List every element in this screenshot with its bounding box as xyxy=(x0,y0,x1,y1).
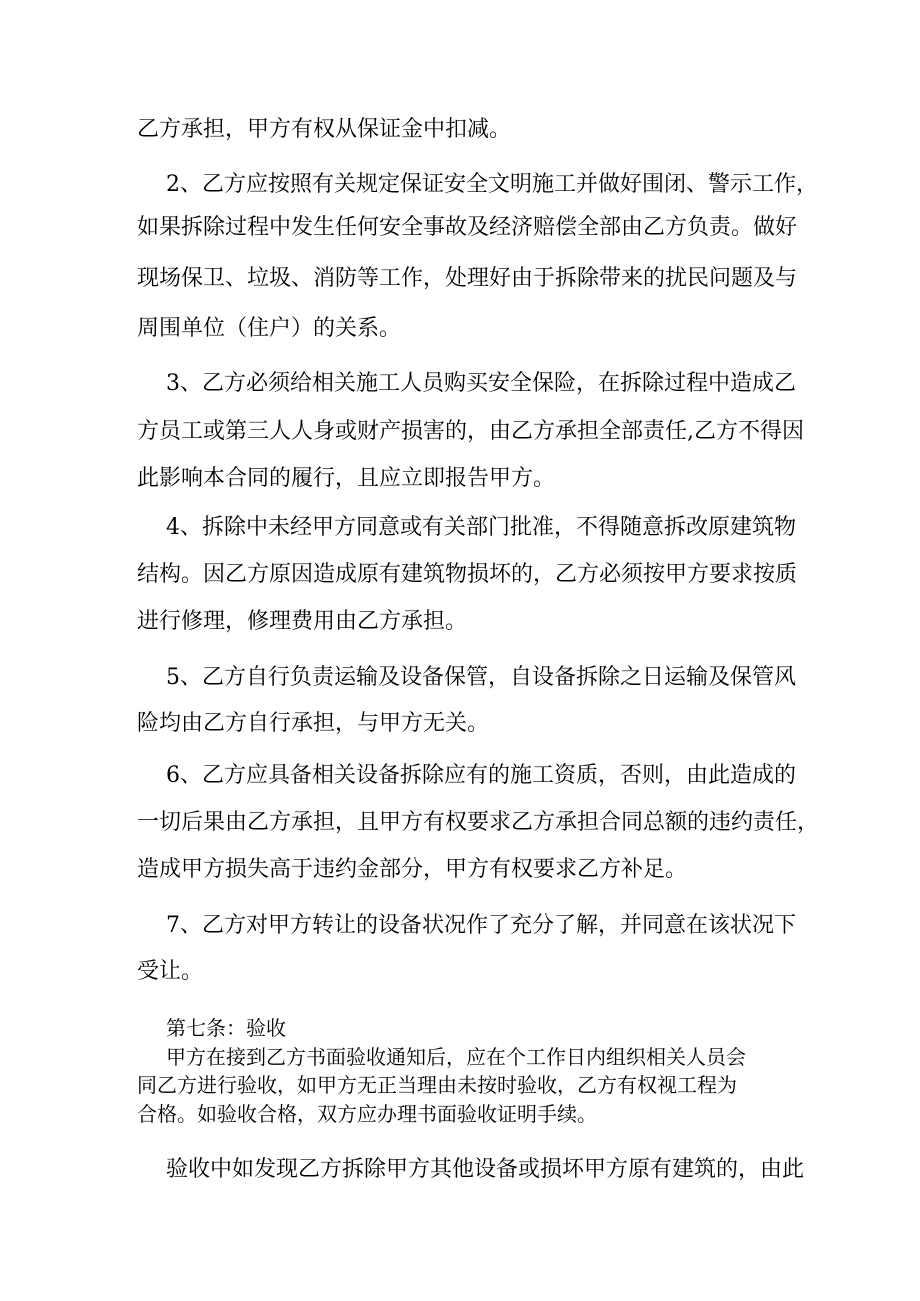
text-line: 方员工或第三人人身或财产损害的，由乙方承担全部责任,乙方不得因 xyxy=(137,419,804,444)
section-heading: 第七条：验收 xyxy=(166,1016,286,1040)
text-line: 一切后果由乙方承担，且甲方有权要求乙方承担合同总额的违约责任， xyxy=(137,810,820,835)
text-line: 受让。 xyxy=(137,959,204,984)
text-line: 验收中如发现乙方拆除甲方其他设备或损坏甲方原有建筑的，由此 xyxy=(166,1157,805,1182)
text-line: 险均由乙方自行承担，与甲方无关。 xyxy=(137,711,490,736)
text-line: 如果拆除过程中发生任何安全事故及经济赔偿全部由乙方负责。做好 xyxy=(137,215,798,240)
text-line: 甲方在接到乙方书面验收通知后，应在个工作日内组织相关人员会 xyxy=(166,1045,746,1069)
text-line: 同乙方进行验收，如甲方无正当理由未按时验收，乙方有权视工程为 xyxy=(137,1073,737,1097)
text-line: 乙方承担，甲方有权从保证金中扣减。 xyxy=(137,117,512,142)
text-line: 进行修理，修理费用由乙方承担。 xyxy=(137,609,468,634)
text-line: 3、乙方必须给相关施工人员购买安全保险，在拆除过程中造成乙 xyxy=(166,371,796,396)
text-line: 4、拆除中未经甲方同意或有关部门批准，不得随意拆改原建筑物 xyxy=(166,515,796,540)
text-line: 7、乙方对甲方转让的设备状况作了充分了解，并同意在该状况下 xyxy=(166,913,796,938)
text-line: 结构。因乙方原因造成原有建筑物损坏的，乙方必须按甲方要求按质 xyxy=(137,562,798,587)
text-line: 现场保卫、垃圾、消防等工作，处理好由于拆除带来的扰民问题及与 xyxy=(137,266,798,291)
text-line: 5、乙方自行负责运输及设备保管，自设备拆除之日运输及保管风 xyxy=(166,665,796,690)
text-line: 周围单位（住户）的关系。 xyxy=(137,316,402,341)
text-line: 合格。如验收合格，双方应办理书面验收证明手续。 xyxy=(137,1102,597,1126)
text-line: 6、乙方应具备相关设备拆除应有的施工资质，否则，由此造成的 xyxy=(166,763,796,788)
text-line: 此影响本合同的履行，且应立即报告甲方。 xyxy=(137,466,556,491)
text-line: 2、乙方应按照有关规定保证安全文明施工并做好围闭、警示工作， xyxy=(166,172,818,197)
text-line: 造成甲方损失高于违约金部分，甲方有权要求乙方补足。 xyxy=(137,857,688,882)
